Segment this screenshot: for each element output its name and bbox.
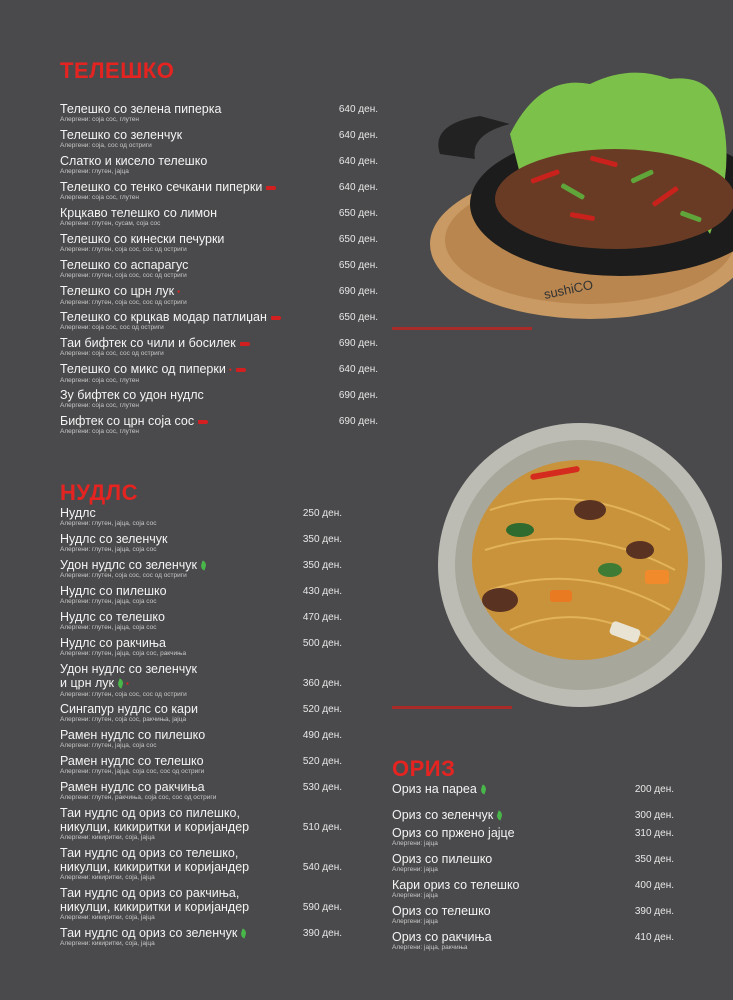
item-price: 590 ден. [302,902,342,913]
item-allergens: Алергени: соја сос, глутен [60,376,140,384]
menu-item [392,782,674,808]
item-price: 520 ден. [302,704,342,715]
item-name: Слатко и кисело телешко [60,154,208,168]
item-allergens: Алергени: глутен, јајца, соја сос [60,520,157,527]
item-name: Нудлс со ракчиња [60,636,166,650]
item-price: 640 ден. [338,156,378,167]
item-price: 650 ден. [338,312,378,323]
item-price: 690 ден. [338,338,378,349]
menu-item [60,662,342,702]
item-allergens: Алергени: соја сос, сос од остриги [60,350,164,357]
item-name: Рамен нудлс со телешко [60,754,204,768]
menu-item [60,886,342,926]
item-name: Нудлс [60,506,96,520]
menu-item [60,846,342,886]
item-price: 640 ден. [338,182,378,193]
item-price: 360 ден. [302,678,342,689]
item-allergens: Алергени: глутен, јајца, соја сос [60,624,157,631]
item-name: Телешко со аспарагус [60,258,189,272]
item-name-text: Таи нудлс од ориз со зеленчук [60,926,238,940]
item-price: 500 ден. [302,638,342,649]
noodles-list [60,506,342,952]
item-price: 310 ден. [634,828,674,839]
item-name: Нудлс со телешко [60,610,165,624]
item-name: Кари ориз со телешко [392,878,520,892]
brand-logo: sushiCO [542,276,595,302]
item-name [60,926,342,940]
item-name [392,782,674,796]
menu-item [60,584,342,610]
item-name: Рамен нудлс со ракчиња [60,780,205,794]
menu-item [60,414,378,440]
menu-item [60,232,378,258]
item-name [60,414,378,428]
item-name-text: Телешко со црн лук [60,284,175,298]
menu-item [392,930,674,956]
item-allergens: Алергени: соја сос, глутен [60,116,140,123]
item-name-text: и црн лук [60,676,114,690]
noodle-photo-caption [392,706,512,709]
item-allergens: Алергени: кикиритки, соја, јајца [60,940,155,947]
item-name: Зу бифтек со удон нудлс [60,388,204,402]
menu-item [60,362,378,388]
item-name: Сингапур нудлс со кари [60,702,198,716]
item-allergens: Алергени: глутен, соја сос, сос од остриги [60,298,187,306]
menu-item [60,506,342,532]
vegetarian-leaf-icon [496,811,504,821]
menu-item [392,852,674,878]
item-allergens: Алергени: соја сос, глутен [60,402,140,409]
item-price: 350 ден. [302,534,342,545]
rice-list [392,782,674,956]
item-name: Ориз со пилешко [392,852,493,866]
menu-item [60,702,342,728]
item-allergens: Алергени: јајца [392,866,438,873]
item-price: 650 ден. [338,234,378,245]
item-name-line2: никулци, кикиритки и коријандер [60,820,250,834]
item-price: 390 ден. [634,906,674,917]
menu-item [392,808,674,826]
item-name: Телешко со кинески печурки [60,232,225,246]
item-price: 470 ден. [302,612,342,623]
item-name [60,180,378,194]
menu-item [60,154,378,180]
item-name: Телешко со зелена пиперка [60,102,222,116]
item-name-line2: никулци, кикиритки и коријандер [60,900,250,914]
item-price: 690 ден. [338,416,378,427]
menu-item [392,878,674,904]
item-name [60,284,378,299]
item-name [392,808,674,822]
new-badge-icon: ● [228,366,232,373]
item-name-text: Ориз на пареа [392,782,477,796]
item-price: 250 ден. [302,508,342,519]
item-price: 400 ден. [634,880,674,891]
item-name [60,310,378,324]
item-allergens: Алергени: јајца, ракчиња [392,944,468,951]
item-allergens: Алергени: глутен, јајца, соја сос, ракчиња [60,650,187,657]
item-name-text: Телешко со микс од пиперки [60,362,226,376]
item-name: Таи нудлс од ориз со ракчиња, [60,886,240,900]
beef-dish-photo [420,64,733,324]
chili-icon [266,186,276,190]
menu-item [392,826,674,852]
item-name-line2: никулци, кикиритки и коријандер [60,860,250,874]
item-allergens: Алергени: глутен, соја сос, сос од остриги [60,572,187,579]
item-price: 650 ден. [338,208,378,219]
item-price: 350 ден. [634,854,674,865]
menu-item [60,754,342,780]
pan-handle [438,116,510,159]
vegetarian-leaf-icon [200,561,208,571]
item-allergens: Алергени: глутен, јајца, соја сос [60,742,157,749]
menu-item [60,780,342,806]
menu-item [60,206,378,232]
item-allergens: Алергени: глутен, соја сос, сос од остриги [60,272,187,279]
item-price: 430 ден. [302,586,342,597]
menu-item [60,336,378,362]
menu-item [392,904,674,930]
item-name [60,558,342,572]
beef-photo-caption [392,327,532,330]
menu-item [60,388,378,414]
beef-list [60,102,378,440]
item-price: 410 ден. [634,932,674,943]
menu-item [60,610,342,636]
item-name-text: Удон нудлс со зеленчук [60,558,197,572]
menu-item [60,128,378,154]
section-title-rice: ОРИЗ [392,756,456,781]
chili-icon [198,420,208,424]
item-allergens: Алергени: јајца [392,892,438,899]
item-name: Ориз со пржено јајце [392,826,515,840]
item-allergens: Алергени: глутен, јајца, соја сос [60,598,157,605]
menu-item [60,636,342,662]
item-allergens: Алергени: глутен, соја сос, ракчиња, јајца [60,716,187,723]
noodle-dish-photo [430,420,733,710]
item-price: 390 ден. [302,928,342,939]
item-price: 490 ден. [302,730,342,741]
item-price: 540 ден. [302,862,342,873]
item-name: Ориз со ракчиња [392,930,492,944]
item-price: 640 ден. [338,104,378,115]
menu-item [60,926,342,952]
item-name-text: Телешко со тенко сечкани пиперки [60,180,263,194]
item-name-line2 [60,676,342,691]
item-name: Крцкаво телешко со лимон [60,206,217,220]
item-name: Ориз со телешко [392,904,491,918]
item-allergens: Алергени: глутен, ракчиња, соја сос, сос од остриги [60,794,217,801]
item-name-text: Телешко со крцкав модар патлиџан [60,310,267,324]
chili-icon [240,342,250,346]
menu-item [60,532,342,558]
item-allergens: Алергени: глутен, сусам, соја сос [60,220,161,227]
item-price: 350 ден. [302,560,342,571]
item-name: Таи нудлс од ориз со телешко, [60,846,239,860]
item-allergens: Алергени: глутен, јајца, соја сос [60,546,157,553]
item-allergens: Алергени: кикиритки, соја, јајца [60,914,155,921]
item-name-text: Бифтек со црн соја сос [60,414,195,428]
item-name [60,336,378,350]
item-allergens: Алергени: глутен, соја сос, сос од остриги [60,246,187,253]
item-allergens: Алергени: кикиритки, соја, јајца [60,874,155,881]
item-allergens: Алергени: глутен, соја сос, сос од остриги [60,690,187,698]
item-price: 530 ден. [302,782,342,793]
item-allergens: Алергени: кикиритки, соја, јајца [60,834,155,841]
item-price: 510 ден. [302,822,342,833]
menu-item [60,258,378,284]
item-name: Телешко со зеленчук [60,128,183,142]
new-badge-icon: ● [125,680,129,687]
item-price: 300 ден. [634,810,674,821]
item-name-text: Ориз со зеленчук [392,808,494,822]
vegetarian-leaf-icon [117,679,125,689]
item-price: 640 ден. [338,364,378,375]
item-price: 520 ден. [302,756,342,767]
item-price: 690 ден. [338,390,378,401]
section-title-beef: ТЕЛЕШКО [60,58,175,83]
item-allergens: Алергени: соја сос, глутен [60,428,140,435]
item-allergens: Алергени: соја сос, сос од остриги [60,324,164,331]
item-name: Удон нудлс со зеленчук [60,662,197,676]
menu-item [60,284,378,310]
chili-icon [271,316,281,320]
item-name: Нудлс со пилешко [60,584,167,598]
menu-item [60,102,378,128]
vegetarian-leaf-icon [240,929,248,939]
menu-item [60,180,378,206]
item-name-text: Таи бифтек со чили и босилек [60,336,236,350]
vegetarian-leaf-icon [479,785,487,795]
item-name: Нудлс со зеленчук [60,532,168,546]
item-allergens: Алергени: соја сос, глутен [60,194,140,201]
item-price: 650 ден. [338,260,378,271]
item-name [60,362,378,377]
item-allergens: Алергени: јајца [392,918,438,925]
new-badge-icon: ● [177,288,181,295]
item-price: 200 ден. [634,784,674,795]
item-allergens: Алергени: глутен, јајца [60,168,129,175]
item-price: 640 ден. [338,130,378,141]
item-name: Рамен нудлс со пилешко [60,728,206,742]
item-price: 690 ден. [338,286,378,297]
menu-item [60,310,378,336]
item-allergens: Алергени: глутен, јајца, соја сос, сос од остриги [60,768,205,775]
item-allergens: Алергени: јајца [392,840,438,847]
menu-item [60,806,342,846]
section-title-noodles: НУДЛС [60,480,138,505]
chili-icon [236,368,246,372]
menu-item [60,728,342,754]
item-allergens: Алергени: соја, сос од остриги [60,142,152,149]
item-name: Таи нудлс од ориз со пилешко, [60,806,240,820]
menu-item [60,558,342,584]
